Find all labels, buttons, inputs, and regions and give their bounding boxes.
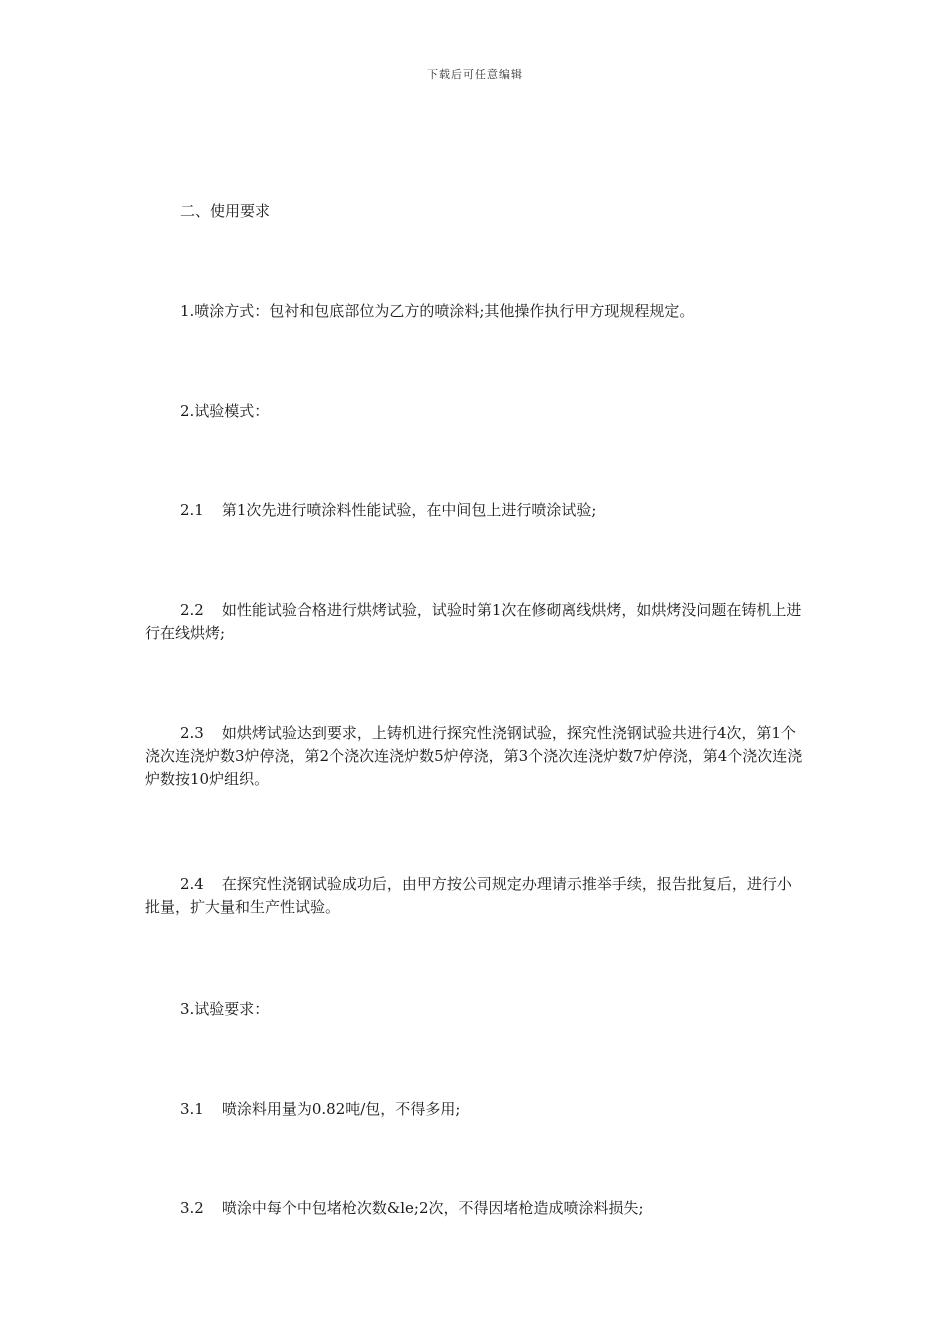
paragraph-2: 2.试验模式： [180,402,270,420]
item-text: 喷涂中每个中包堵枪次数&le;2次，不得因堵枪造成喷涂料损失; [221,1199,644,1217]
paragraph-2-4 [145,873,805,919]
item-text: 第1次先进行喷涂料性能试验，在中间包上进行喷涂试验; [221,501,597,519]
section-title: 二、使用要求 [180,202,271,220]
paragraph-2-2 [145,599,805,645]
header-note: 下载后可任意编辑 [427,68,523,81]
item-text: 在探究性浇钢试验成功后，由甲方按公司规定办理请示推举手续，报告批复后，进行小批量，扩大量和生产性试验。 [145,875,792,916]
paragraph-3-2 [145,1197,805,1220]
paragraph-1: 1.喷涂方式：包衬和包底部位为乙方的喷涂料;其他操作执行甲方现规程规定。 [180,302,695,320]
item-number: 3.1 [180,1100,204,1118]
item-number: 2.2 [180,601,204,619]
item-number: 2.3 [180,724,204,742]
item-text: 如性能试验合格进行烘烤试验，试验时第1次在修砌离线烘烤，如烘烤没问题在铸机上进行在线烘烤; [145,601,802,642]
item-text: 喷涂料用量为0.82吨/包，不得多用; [221,1100,461,1118]
item-number: 3.2 [180,1199,204,1217]
paragraph-2-1 [145,499,805,522]
item-number: 2.1 [180,501,204,519]
paragraph-3-1 [145,1098,805,1121]
item-text: 如烘烤试验达到要求，上铸机进行探究性浇钢试验，探究性浇钢试验共进行4次，第1个浇次连浇炉数3炉停浇，第2个浇次连浇炉数5炉停浇，第3个浇次连浇炉数7炉停浇，第4个浇次连浇炉数按10炉组织。 [145,724,803,788]
paragraph-3: 3.试验要求： [180,1000,270,1018]
item-number: 2.4 [180,875,204,893]
paragraph-2-3 [145,722,805,791]
